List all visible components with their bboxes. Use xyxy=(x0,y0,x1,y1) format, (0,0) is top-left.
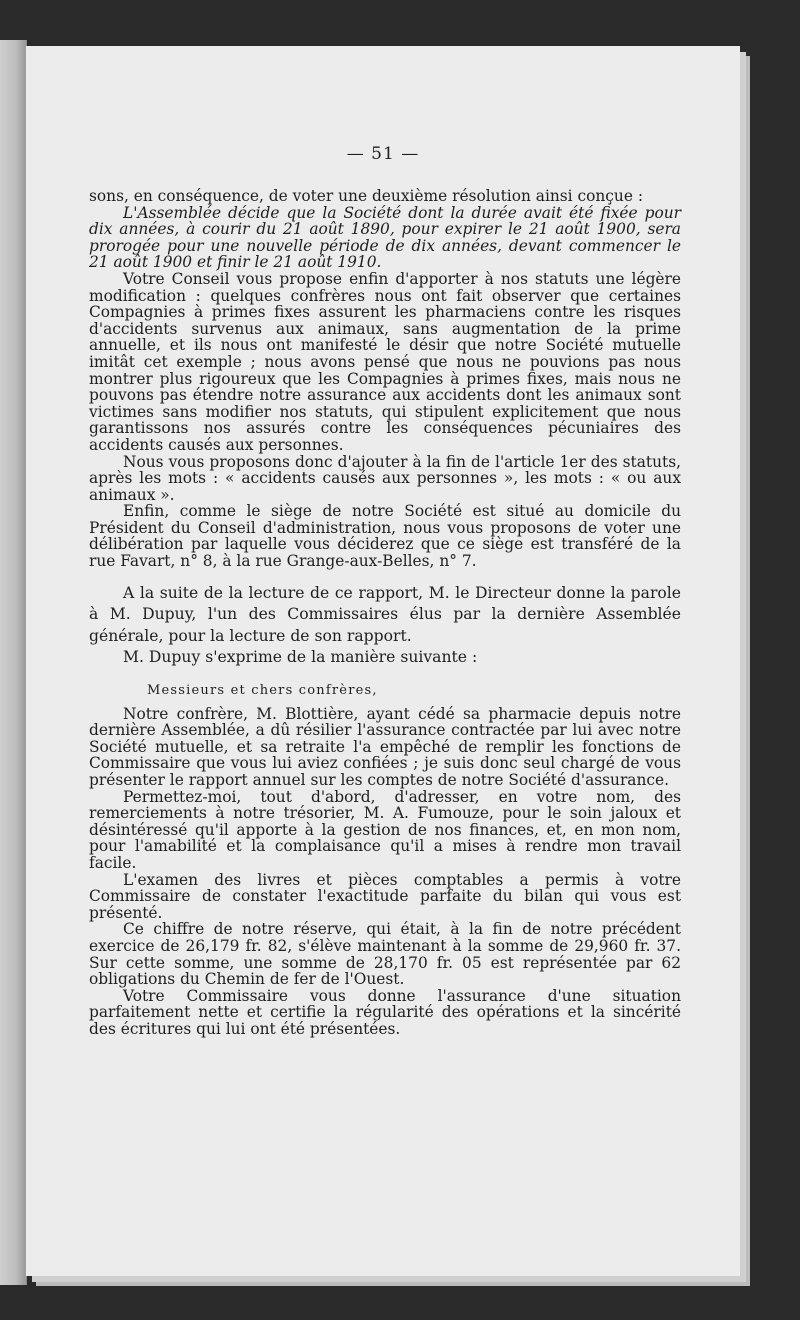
paragraph-commissioner-report: Notre confrère, M. Blottière, ayant cédé sa pharmacie depuis notre dernière Assemblée, a dû résilier l'assurance contractée par lui avec notre Société mutuelle, et sa retraite l'a empêché de remplir les fonctions de Commissaire que vous lui aviez confiées ; je suis donc seul chargé de vous présenter le rapport annuel sur les comptes de notre Société d'assurance. xyxy=(89,704,681,790)
salutation: Messieurs et chers confrères, xyxy=(147,682,378,698)
paragraph-reserve-figures: Ce chiffre de notre réserve, qui était, à la fin de notre précédent exercice de 26,179 fr. 82, s'élève maintenant à la somme de 29,960 fr. 37. Sur cette somme, une somme de 28,170 fr. 05 est représentée par 62 obligations du Chemin de fer de l'Ouest. xyxy=(89,920,681,989)
paragraph-certification: Votre Commissaire vous donne l'assurance d'une situation parfaitement nette et certifie la régularité des opérations et la sincérité des écritures qui lui ont été présentées. xyxy=(89,986,681,1038)
page-number: — 51 — xyxy=(346,144,420,164)
paragraph-statutes-modification: Votre Conseil vous propose enfin d'apporter à nos statuts une légère modification : quelques confrères nous ont fait observer que certaines Compagnies à primes fixes assurent les pharmaciens contre les risques d'accidents survenus aux animaux, sans augmentation de la prime annuelle, et ils nous ont manifesté le désir que notre Société mutuelle imitât cet exemple ; nous avons pensé que nous ne pouvions pas nous montrer plus rigoureux que les Compagnies à primes fixes, mais nous ne pouvons pas étendre notre assurance aux accidents dont les animaux sont victimes sans modifier nos statuts, qui stipulent explicitement que nous garantissons nos assurés contre les conséquences pécuniaires des accidents causés aux personnes. xyxy=(89,269,681,454)
book-binding-edge xyxy=(0,40,27,1285)
paragraph-resolution-intro: sons, en conséquence, de voter une deuxième résolution ainsi conçue : xyxy=(89,187,644,205)
document-page xyxy=(26,46,740,1276)
paragraph-dupuy-intro: M. Dupuy s'exprime de la manière suivante : xyxy=(123,648,478,667)
paragraph-books-examination: L'examen des livres et pièces comptables a permis à votre Commissaire de constater l'exactitude parfaite du bilan qui vous est présenté. xyxy=(89,870,681,922)
paragraph-article-amendment: Nous vous proposons donc d'ajouter à la fin de l'article 1er des statuts, après les mots : « accidents causés aux personnes », les mots : « ou aux animaux ». xyxy=(89,452,681,504)
paragraph-seat-transfer: Enfin, comme le siège de notre Société est situé au domicile du Président du Conseil d'administration, nous vous proposons de voter une délibération par laquelle vous déciderez que ce siège est transféré de la rue Favart, n° 8, à la rue Grange-aux-Belles, n° 7. xyxy=(89,502,681,571)
paragraph-thanks-treasurer: Permettez-moi, tout d'abord, d'adresser, en votre nom, des remerciements à notre trésorier, M. A. Fumouze, pour le soin jaloux et désintéressé qu'il apporte à la gestion de nos finances, et, en mon nom, pour l'amabilité et la complaisance qu'il a mises à rendre mon travail facile. xyxy=(89,787,681,872)
page-body xyxy=(89,188,681,1038)
paragraph-director-speech: A la suite de la lecture de ce rapport, M. le Directeur donne la parole à M. Dupuy, l'un des Commissaires élus par la dernière Assemblée générale, pour la lecture de son rapport. xyxy=(89,583,681,645)
paragraph-resolution-text: L'Assemblée décide que la Société dont la durée avait été fixée pour dix années, à courir du 21 août 1890, pour expirer le 21 août 1900, sera prorogée pour une nouvelle période de dix années, devant commencer le 21 août 1900 et finir le 21 août 1910. xyxy=(89,203,681,272)
